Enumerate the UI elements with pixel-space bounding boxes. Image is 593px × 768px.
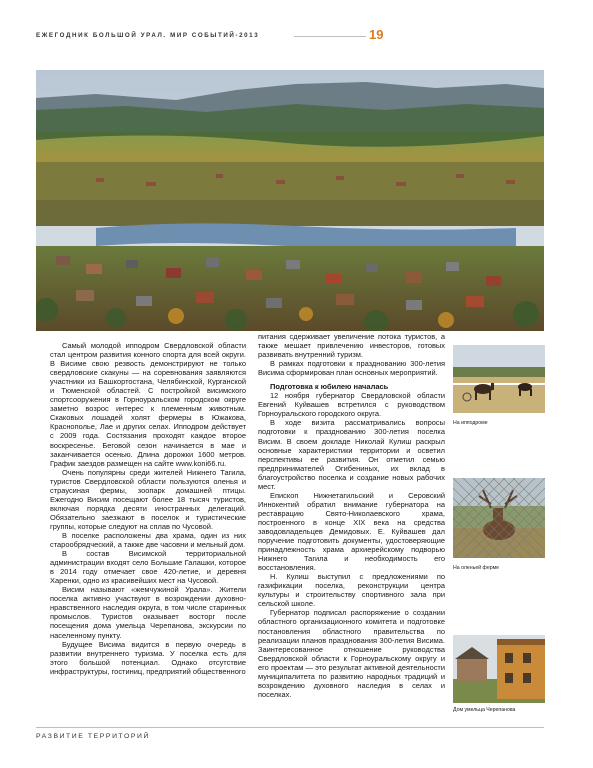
village-panorama-photo [36,70,544,331]
caption-cherepanov-house: Дом умельца Черепанова [453,707,516,713]
page-number: 19 [369,27,384,42]
paragraph: Очень популярны среди жителей Нижнего Тагила, туристов Свердловской области пользуются оленья и страусиная фермы, зоопарк домашней птицы. Ежегодно Висим посещают более 18 тысяч туристов, включая порядка десяти иностранных делегаций. Обязательно заезжают в поселок и туристические группы, которые следуют на сплав по Чусовой. [50,467,246,531]
paragraph: Губернатор подписал распоряжение о создании областного организационного комитета и подготовке постановления областного правительства по реализации планов празднования 300-летия Висима. Заинтересованное отношение руководства Свердловской области к Горноуральскому округу и его проектам — это результат активной деятельности муниципалитета по развитию народных традиций и возрождению духовного наследия в селах и поселках. [258,608,445,699]
paragraph: Будущее Висима видится в первую очередь в развитии внутреннего туризма. У поселка есть для этого большой потенциал. Однако отсутствие инфраструктуры, гостиниц, предприятий общественного [50,639,246,676]
caption-hippodrome: На ипподроме [453,420,488,426]
deer-farm-photo [453,478,545,558]
paragraph: В состав Висимской территориальной администрации входят село Большие Галашки, которое в 2014 году отмечает свое 420-летие, и деревня Харенки, одно из красивейших мест на Чусовой. [50,549,246,586]
paragraph: В ходе визита рассматривались вопросы подготовки к празднованию 300-летия поселка Висим. В своем докладе Николай Кулиш раскрыл основные характеристики территории и осветил перспективы ее развития. Он отметил семью предпринимателей Огибениных, их вклад в благоустройство поселка и создание новых рабочих мест. [258,418,445,491]
article-column-1 [50,341,246,676]
paragraph: питания сдерживает увеличение потока туристов, а также мешает привлечению инвесторов, готовых развивать внутренний туризм. [258,332,445,360]
caption-deer-farm: На оленьей ферме [453,565,500,571]
footer-rule [36,727,544,728]
article-column-2 [258,332,445,699]
paragraph: Епископ Нижнетагильский и Серовский Иннокентий обратил внимание губернатора на реставрацию Свято-Николаевского храма, построенного в конце XIX века на средства заводовладельцев Демидовых. Е. Куйвашев дал поручение подготовить документы, удостоверяющие принадлежность храма архиерейскому подворью Нижнего Тагила и необходимость его восстановления. [258,490,445,573]
paragraph: Н. Кулиш выступил с предложениями по газификации поселка, реконструкции центра культуры и строительству спортивного зала при сельской школе. [258,572,445,609]
paragraph: Висим называют «жемчужиной Урала». Жители поселка активно участвуют в возрождении духовно-нравственного наследия округа, в том числе старинных промыслов. Туристов оказывает восторг после посещения дома умельца Черепанова, экскурсии по населенному пункту. [50,585,246,640]
paragraph: В поселке расположены два храма, один из них старообрядческий, а также две часовни и мельный дом. [50,530,246,550]
header-rule [294,36,366,37]
paragraph: 12 ноября губернатор Свердловской области Евгений Куйвашев встретился с руководством Горноуральского городского округа. [258,391,445,419]
running-header [36,29,556,45]
hippodrome-photo [453,345,545,413]
section-heading: Подготовка к юбилею началась [270,382,389,392]
paragraph: В рамках подготовки к празднованию 300-летия Висима сформирован план основных мероприятий. [258,359,445,378]
footer-section-title: РАЗВИТИЕ ТЕРРИТОРИЙ [36,733,150,740]
header-title: ЕЖЕГОДНИК БОЛЬШОЙ УРАЛ. МИР СОБЫТИЙ-2013 [36,32,260,39]
paragraph: Самый молодой ипподром Свердловской области стал центром развития конного спорта для всей округи. В Висиме свою резвость демонстрируют не только свердловские скакуны — на соревнования заявляются участники из Башкортостана, Челябинской, Курганской и Тюменской областей. С постройкой висимского спортсооружения в Горноуральском городском округе заметно возрос интерес к племенным животным. Скаковых лошадей холят фермеры в Южакова, Краснополье, Лае и других селах. Ипподром действует с 2009 года. Состязания проходят каждое второе воскресенье. Беговой сезон начинается в мае и заканчивается осенью. Длина дорожки 1600 метров. График заездов размещен на сайте www.koni66.ru. [50,341,246,468]
cherepanov-house-photo [453,635,545,703]
